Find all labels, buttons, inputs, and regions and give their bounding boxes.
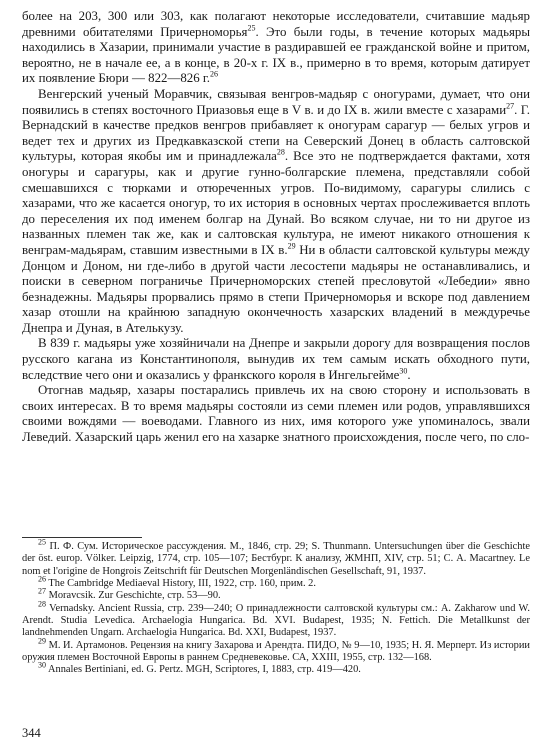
footnote-ref[interactable]: 27 (506, 101, 515, 111)
main-text (22, 9, 530, 446)
text-run: Ни в области салтовской культуры между Донцом и Доном, ни где-либо в другой части лесостепи мадьяры не останавливались, и поиски в северном пограничье Причерноморских степей пресловутой «Лебедии» явно безнадежны. Мадьяры прорвались прямо в степи Причерноморья и вскоре под давлением хазар отошли на крайнюю западную окончечность хазарских владений в междуречье Днепра и Дуная, в Ателькузу. (22, 242, 531, 335)
footnote-text: П. Ф. Сум. Историческое рассуждения. М., 1846, стр. 29; S. Thunmann. Untersuchungen über die Geschichte der öst. europ. Völker. Leipzig, 1774, стр. 105—107; Бестбург. К анализу, ЖМНП, XIV, стр. 51; С. А. Macartney. Le nom et l'origine de Hongrois Zeitschrift für Deutschen Morgenländischen Gesellschaft, 91, 1937. (22, 541, 530, 577)
paragraph (22, 87, 530, 337)
footnote-ref[interactable]: 30 (399, 366, 408, 376)
footnote (22, 660, 530, 676)
text-run: В 839 г. мадьяры уже хозяйничали на Днепре и закрыли дорогу для возвращения послов русского кагана из Константинополя, вынудив их тем самым искать обходного пути, вследствие чего они и оказались у франкского короля в Ингельгейме (22, 336, 530, 382)
paragraph (22, 9, 530, 87)
text-run: . Это были годы, в течение которых мадьяры находились в Хазарии, принимали участие в раздиравшей ее гражданской войне и притом, вероятно, не в начале ее, а в конце, в 20-х г. IX в., примерно в то время, которым датирует их появление Бюри — 822—826 г. (22, 24, 530, 86)
text-run: более на 203, 300 или 303, как полагают некоторые исследователи, считавшие мадьяр древними обитателями Причерноморья (22, 9, 530, 39)
footnote-text: Annales Bertiniani, ed. G. Pertz. MGH, Scriptores, I, 1883, стр. 419—420. (48, 664, 361, 676)
footnote (22, 574, 530, 590)
footnote (22, 586, 530, 602)
footnote-number: 28 (38, 599, 46, 609)
footnote (22, 636, 530, 665)
text-run: . Г. Вернадский в качестве предков венгров прибавляет к оногурам сарагур — белых угров и ведет тех и других из Предкавказской степи на Северский Донец в область салтовской культуры, которая якобы им и принадлежала (22, 102, 530, 164)
page-number: 344 (22, 726, 41, 740)
footnote-ref[interactable]: 28 (276, 148, 285, 158)
footnote-number: 26 (38, 574, 46, 584)
footnote-ref[interactable]: 25 (247, 23, 256, 33)
footnote-text: Moravcsik. Zur Geschichte, стр. 53—90. (48, 590, 221, 602)
paragraph (22, 383, 530, 445)
footnote-text: The Cambridge Mediaeval History, III, 1922, стр. 160, прим. 2. (48, 578, 316, 590)
text-run: Отогнав мадьяр, хазары постарались привлечь их на свою сторону и использовать в своих интересах. В то время мадьяры состояли из семи племен или родов, управлявшихся своими вождями — воеводами. Главного из них, имя которого уже упоминалось, звали Леведий. Хазарский царь женил его на хазарке знатного происхождения, после чего, по сло- (22, 383, 530, 445)
footnote-text: Vernadsky. Ancient Russia, стр. 239—240; О принадлежности салтовской культуры см.: A. Zakharow und W. Arendt. Studia Levedica. Archaelogia Hungarica. Bd. XVI. Budapest, 1935; N. Fettich. Die Metallkunst der landnehmenden Ungarn. Archaelogia Hungarica. Bd. XXI, Budapest, 1937. (22, 602, 530, 639)
paragraph (22, 336, 530, 383)
footnote (22, 537, 530, 578)
footnote (22, 599, 530, 640)
footnotes (22, 537, 530, 677)
footnote-number: 30 (38, 660, 46, 670)
footnote-ref[interactable]: 29 (287, 241, 296, 251)
footnote-text: М. И. Артамонов. Рецензия на книгу Захарова и Арендта. ПИДО, № 9—10, 1935; Н. Я. Мерперт. Из истории оружия племен Восточной Европы в раннем Средневековье. СА, XXIII, 1955, стр. 132—168. (22, 639, 530, 664)
footnote-number: 27 (38, 586, 46, 596)
text-run: . (407, 367, 411, 382)
footnote-ref[interactable]: 26 (209, 70, 218, 80)
footnote-number: 25 (38, 537, 46, 547)
footnote-number: 29 (38, 636, 46, 646)
text-run: . Все это не подтверждается фактами, хотя оногуры и сарагуры, как и другие гунно-болгарские племена, представляли собой смешавшихся с тюрками и отюреченных угров. По-видимому, сарагуры слились с хазарами, что же касается оногур, то их история в основных чертах прослеживается вплоть до переселения их под именем болгар на Дунай. Во всяком случае, ни то ни другое из названных племен так же, как и салтовская культура, не имеют никакого отношения к венграм-мадьярам, ставшим известными в IX в. (22, 149, 530, 257)
text-run: Венгерский ученый Моравчик, связывая венгров-мадьяр с оногурами, думает, что они появились в степях восточного Приазовья еще в V в. и до IX в. жили вместе с хазарами (22, 86, 530, 117)
